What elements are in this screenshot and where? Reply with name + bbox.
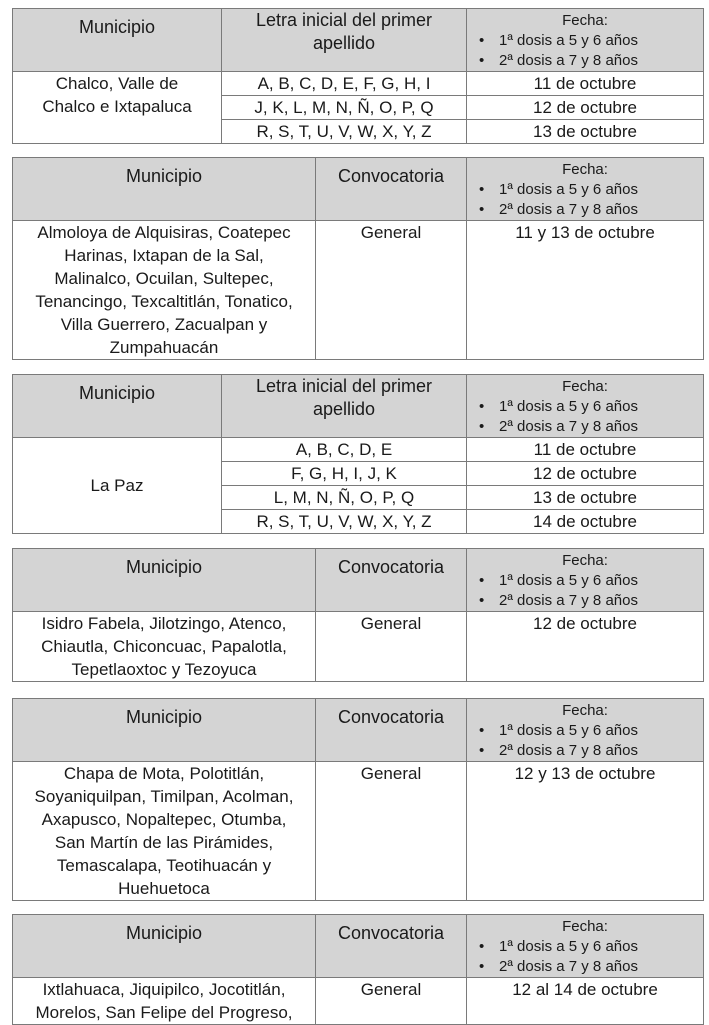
- dosis-2-item: • 2ª dosis a 7 y 8 años: [473, 957, 697, 977]
- letras-cell: A, B, C, D, E, F, G, H, I: [222, 72, 467, 96]
- table-header-row: [13, 549, 704, 612]
- dosis-2-item: • 2ª dosis a 7 y 8 años: [473, 200, 697, 220]
- fecha-header: [467, 158, 704, 221]
- municipio-line: San Martín de las Pirámides,: [54, 833, 274, 852]
- convocatoria-cell: General: [316, 221, 467, 360]
- letra-header: Letra inicial del primer apellido: [222, 375, 467, 438]
- fecha-header: [467, 9, 704, 72]
- schedule-table-1: [12, 8, 704, 144]
- municipio-line: Chiautla, Chiconcuac, Papalotla,: [41, 637, 287, 656]
- schedule-table-2: [12, 157, 704, 360]
- municipio-line: Axapusco, Nopaltepec, Otumba,: [41, 810, 287, 829]
- table-header-row: [13, 9, 704, 72]
- fecha-label: Fecha:: [562, 552, 608, 569]
- fecha-label: Fecha:: [562, 702, 608, 719]
- municipio-header: Municipio: [13, 699, 316, 762]
- letras-cell: F, G, H, I, J, K: [222, 462, 467, 486]
- fecha-cell: 12 y 13 de octubre: [467, 762, 704, 901]
- letras-cell: A, B, C, D, E: [222, 438, 467, 462]
- fecha-cell: 11 de octubre: [467, 438, 704, 462]
- dosis-1-item: • 1ª dosis a 5 y 6 años: [473, 571, 697, 591]
- fecha-cell: 14 de octubre: [467, 510, 704, 534]
- letras-cell: L, M, N, Ñ, O, P, Q: [222, 486, 467, 510]
- fecha-cell: 13 de octubre: [467, 120, 704, 144]
- dosis-2-item: • 2ª dosis a 7 y 8 años: [473, 591, 697, 611]
- fecha-header: [467, 549, 704, 612]
- letras-cell: R, S, T, U, V, W, X, Y, Z: [222, 120, 467, 144]
- municipio-cell: [13, 72, 222, 144]
- municipio-cell: [13, 438, 222, 534]
- municipio-header: Municipio: [13, 915, 316, 978]
- municipio-header: Municipio: [13, 158, 316, 221]
- convocatoria-cell: General: [316, 978, 467, 1025]
- municipio-line: Temascalapa, Teotihuacán y: [56, 856, 272, 875]
- dosis-2-item: • 2ª dosis a 7 y 8 años: [473, 741, 697, 761]
- municipio-line: Zumpahuacán: [109, 338, 219, 357]
- schedule-table-4: [12, 548, 704, 682]
- letra-header: Letra inicial del primer apellido: [222, 9, 467, 72]
- dosis-1-item: • 1ª dosis a 5 y 6 años: [473, 937, 697, 957]
- municipio-line: Almoloya de Alquisiras, Coatepec: [37, 223, 291, 242]
- fecha-label: Fecha:: [562, 161, 608, 178]
- municipio-line: Tenancingo, Texcaltitlán, Tonatico,: [35, 292, 293, 311]
- dosis-1-item: • 1ª dosis a 5 y 6 años: [473, 31, 697, 51]
- municipio-line: Morelos, San Felipe del Progreso,: [35, 1003, 293, 1022]
- schedule-table-5: [12, 698, 704, 901]
- fecha-header: [467, 699, 704, 762]
- municipio-line: Malinalco, Ocuilan, Sultepec,: [54, 269, 274, 288]
- municipio-line: Chapa de Mota, Polotitlán,: [63, 764, 265, 783]
- fecha-cell: 12 al 14 de octubre: [467, 978, 704, 1025]
- municipio-header: Municipio: [13, 9, 222, 72]
- dosis-2-item: • 2ª dosis a 7 y 8 años: [473, 51, 697, 71]
- municipio-line: Villa Guerrero, Zacualpan y: [60, 315, 268, 334]
- municipio-line: Ixtlahuaca, Jiquipilco, Jocotitlán,: [42, 980, 286, 999]
- municipio-line: Chalco, Valle de: [55, 74, 179, 93]
- convocatoria-header: Convocatoria: [316, 915, 467, 978]
- table-row: [13, 612, 704, 682]
- municipio-cell: [13, 612, 316, 682]
- schedule-table-6: [12, 914, 704, 1025]
- dosis-1-item: • 1ª dosis a 5 y 6 años: [473, 397, 697, 417]
- table-header-row: [13, 915, 704, 978]
- table-row: [13, 438, 704, 462]
- dosis-2-item: • 2ª dosis a 7 y 8 años: [473, 417, 697, 437]
- fecha-cell: 11 y 13 de octubre: [467, 221, 704, 360]
- fecha-cell: 12 de octubre: [467, 462, 704, 486]
- table-row: [13, 221, 704, 360]
- convocatoria-header: Convocatoria: [316, 158, 467, 221]
- municipio-header: Municipio: [13, 375, 222, 438]
- fecha-label: Fecha:: [562, 12, 608, 29]
- convocatoria-cell: General: [316, 762, 467, 901]
- letras-cell: R, S, T, U, V, W, X, Y, Z: [222, 510, 467, 534]
- letras-cell: J, K, L, M, N, Ñ, O, P, Q: [222, 96, 467, 120]
- table-header-row: [13, 158, 704, 221]
- dosis-1-item: • 1ª dosis a 5 y 6 años: [473, 180, 697, 200]
- municipio-line: Harinas, Ixtapan de la Sal,: [64, 246, 264, 265]
- fecha-label: Fecha:: [562, 378, 608, 395]
- fecha-label: Fecha:: [562, 918, 608, 935]
- municipio-line: La Paz: [90, 476, 144, 495]
- table-row: [13, 72, 704, 96]
- fecha-header: [467, 915, 704, 978]
- fecha-cell: 12 de octubre: [467, 612, 704, 682]
- municipio-line: Tepetlaoxtoc y Tezoyuca: [71, 660, 257, 679]
- fecha-cell: 12 de octubre: [467, 96, 704, 120]
- municipio-cell: [13, 221, 316, 360]
- fecha-header: [467, 375, 704, 438]
- municipio-header: Municipio: [13, 549, 316, 612]
- municipio-cell: [13, 762, 316, 901]
- municipio-line: Soyaniquilpan, Timilpan, Acolman,: [34, 787, 294, 806]
- convocatoria-header: Convocatoria: [316, 699, 467, 762]
- convocatoria-cell: General: [316, 612, 467, 682]
- municipio-cell: [13, 978, 316, 1025]
- table-header-row: [13, 699, 704, 762]
- municipio-line: Isidro Fabela, Jilotzingo, Atenco,: [41, 614, 287, 633]
- table-row: [13, 762, 704, 901]
- municipio-line: Huehuetoca: [118, 879, 210, 898]
- convocatoria-header: Convocatoria: [316, 549, 467, 612]
- dosis-1-item: • 1ª dosis a 5 y 6 años: [473, 721, 697, 741]
- fecha-cell: 13 de octubre: [467, 486, 704, 510]
- table-row: [13, 978, 704, 1025]
- table-header-row: [13, 375, 704, 438]
- fecha-cell: 11 de octubre: [467, 72, 704, 96]
- municipio-line: Chalco e Ixtapaluca: [42, 97, 192, 116]
- schedule-table-3: [12, 374, 704, 534]
